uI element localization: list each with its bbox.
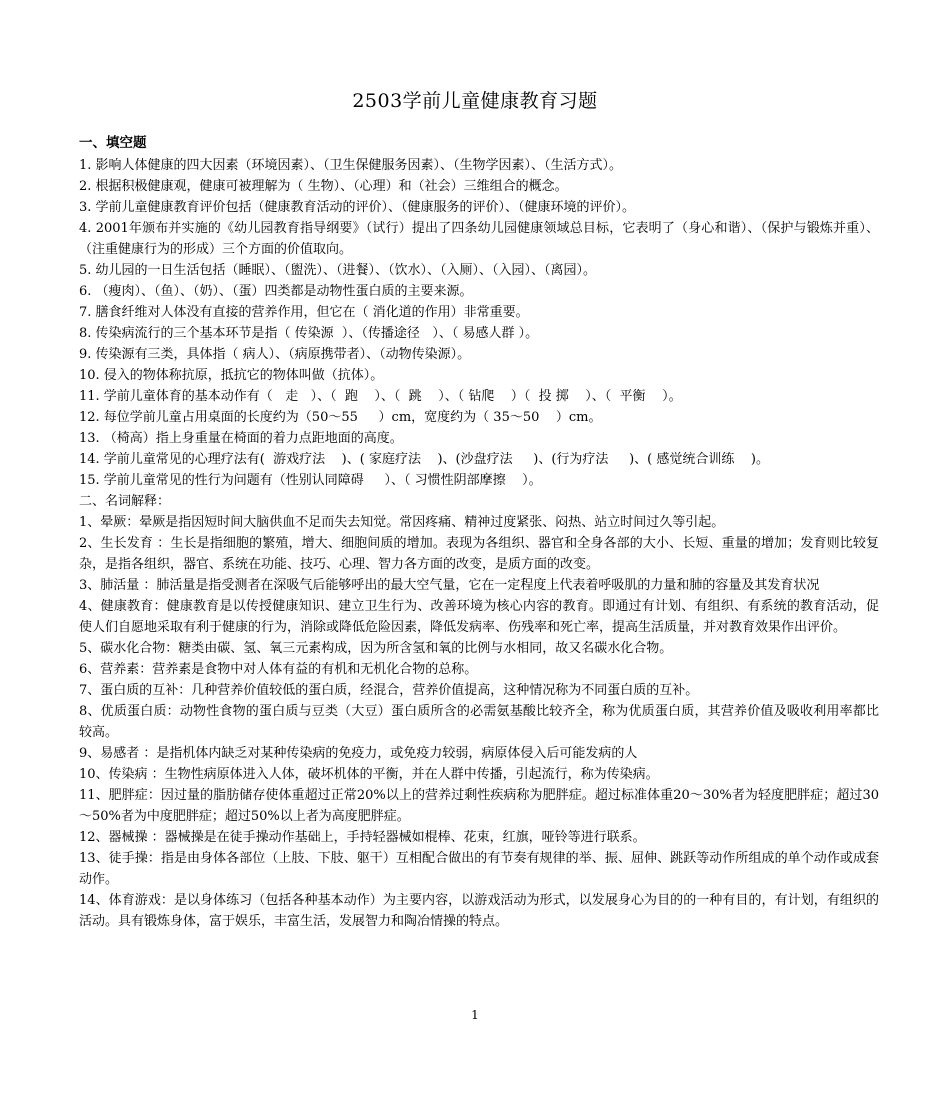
definition-item-6: 6、营养素：营养素是食物中对人体有益的有机和无机化合物的总称。: [79, 662, 478, 677]
fill-blank-item-9: 9. 传染源有三类，具体指（ 病人）、（病原携带者）、（动物传染源）。: [79, 347, 471, 362]
definition-item-1: 1、晕厥：晕厥是指因短时间大脑供血不足而失去知觉。常因疼痛、精神过度紧张、闷热、站立时间过久等引起。: [79, 515, 725, 530]
fill-blank-item-10: 10. 侵入的物体称抗原，抵抗它的物体叫做（抗体）。: [79, 368, 384, 383]
document-body: [79, 155, 879, 932]
fill-blank-item-8: 8. 传染病流行的三个基本环节是指（ 传染源 ）、（传播途径 ）、（ 易感人群 ）。: [79, 326, 539, 341]
fill-blank-item-15: 15. 学前儿童常见的性行为问题有（性别认同障碍 ）、（ 习惯性阴部摩擦 ）。: [79, 473, 542, 488]
definition-item-3: 3、肺活量 ：肺活量是指受测者在深吸气后能够呼出的最大空气量，它在一定程度上代表着呼吸肌的力量和肺的容量及其发育状况: [79, 578, 820, 593]
definition-item-5: 5、碳水化合物：糖类由碳、氢、氧三元素构成，因为所含氢和氧的比例与水相同，故又名碳水化合物。: [79, 641, 673, 656]
fill-blank-item-12: 12. 每位学前儿童占用桌面的长度约为（50～55 ）cm，宽度约为（ 35～50 ）cm。: [79, 410, 602, 425]
fill-blank-list: [79, 155, 879, 491]
fill-blank-item-2: 2. 根据积极健康观，健康可被理解为（ 生物）、（心理）和（社会）三维组合的概念。: [79, 179, 568, 194]
definition-item-9: 9、易感者 ：是指机体内缺乏对某种传染病的免疫力，或免疫力较弱，病原体侵入后可能发病的人: [79, 746, 638, 761]
section-heading-fill-blank: 一、填空题: [79, 135, 147, 151]
definition-list: [79, 512, 879, 932]
definition-item-13: 13、徒手操：指是由身体各部位（上肢、下肢、躯干）互相配合做出的有节奏有规律的举、振、屈伸、跳跃等动作所组成的单个动作或成套动作。: [79, 851, 879, 887]
definition-item-4: 4、健康教育：健康教育是以传授健康知识、建立卫生行为、改善环境为核心内容的教育。即通过有计划、有组织、有系统的教育活动，促使人们自愿地采取有利于健康的行为，消除或降低危险因素，降低发病率、伤残率和死亡率，提高生活质量，并对教育效果作出评价。: [79, 599, 879, 635]
fill-blank-item-4: 4. 2001年颁布并实施的《幼儿园教育指导纲要》（试行）提出了四条幼儿园健康领域总目标，它表明了（身心和谐）、（保护与锻炼并重）、（注重健康行为的形成）三个方面的价值取向。: [79, 221, 879, 257]
fill-blank-item-5: 5. 幼儿园的一日生活包括（睡眠）、（盥洗）、（进餐）、（饮水）、（入厕）、（入园）、（离园）。: [79, 263, 597, 278]
definition-item-8: 8、优质蛋白质：动物性食物的蛋白质与豆类（大豆）蛋白质所含的必需氨基酸比较齐全，称为优质蛋白质，其营养价值及吸收利用率都比较高。: [79, 704, 879, 740]
fill-blank-item-6: 6. （瘦肉）、（鱼）、（奶）、（蛋）四类都是动物性蛋白质的主要来源。: [79, 284, 473, 299]
fill-blank-item-7: 7. 膳食纤维对人体没有直接的营养作用，但它在（ 消化道的作用）非常重要。: [79, 305, 529, 320]
section-heading-definitions: 二、名词解释：: [79, 494, 171, 509]
definition-item-11: 11、肥胖症：因过量的脂肪储存使体重超过正常20%以上的营养过剩性疾病称为肥胖症。超过标准体重20～30%者为轻度肥胖症；超过30～50%者为中度肥胖症；超过50%以上者为高度肥胖症。: [79, 788, 879, 824]
definition-item-7: 7、蛋白质的互补：几种营养价值较低的蛋白质，经混合，营养价值提高，这种情况称为不同蛋白质的互补。: [79, 683, 699, 698]
definition-item-12: 12、器械操 ：器械操是在徒手操动作基础上，手持轻器械如棍棒、花束，红旗，哑铃等进行联系。: [79, 830, 646, 845]
definition-item-14: 14、体育游戏：是以身体练习（包括各种基本动作）为主要内容，以游戏活动为形式，以发展身心为目的的一种有目的，有计划，有组织的活动。具有锻炼身体，富于娱乐，丰富生活，发展智力和陶冶情操的特点。: [79, 893, 879, 929]
page-number: 1: [471, 1008, 479, 1022]
document-title: 2503学前儿童健康教育习题: [352, 90, 598, 112]
fill-blank-item-14: 14. 学前儿童常见的心理疗法有( 游戏疗法 )、( 家庭疗法 )、(沙盘疗法 )、(行为疗法 )、( 感觉统合训练 )。: [79, 452, 769, 467]
definition-item-10: 10、传染病 ：生物性病原体进入人体，破坏机体的平衡，并在人群中传播，引起流行，称为传染病。: [79, 767, 659, 782]
fill-blank-item-3: 3. 学前儿童健康教育评价包括（健康教育活动的评价）、（健康服务的评价）、（健康环境的评价）。: [79, 200, 636, 215]
fill-blank-item-11: 11. 学前儿童体育的基本动作有（ 走 ）、（ 跑 ）、（ 跳 ）、（ 钻爬 ）（ 投 掷 ）、（ 平衡 ）。: [79, 389, 682, 404]
fill-blank-item-13: 13. （椅高）指上身重量在椅面的着力点距地面的高度。: [79, 431, 403, 446]
fill-blank-item-1: 1. 影响人体健康的四大因素（环境因素）、（卫生保健服务因素）、（生物学因素）、（生活方式）。: [79, 158, 623, 173]
definition-item-2: 2、生长发育 ：生长是指细胞的繁殖，增大、细胞间质的增加。表现为各组织、器官和全身各部的大小、长短、重量的增加；发育则比较复杂，是指各组织，器官、系统在功能、技巧、心理、智力各方面的改变，是质方面的改变。: [79, 536, 879, 572]
